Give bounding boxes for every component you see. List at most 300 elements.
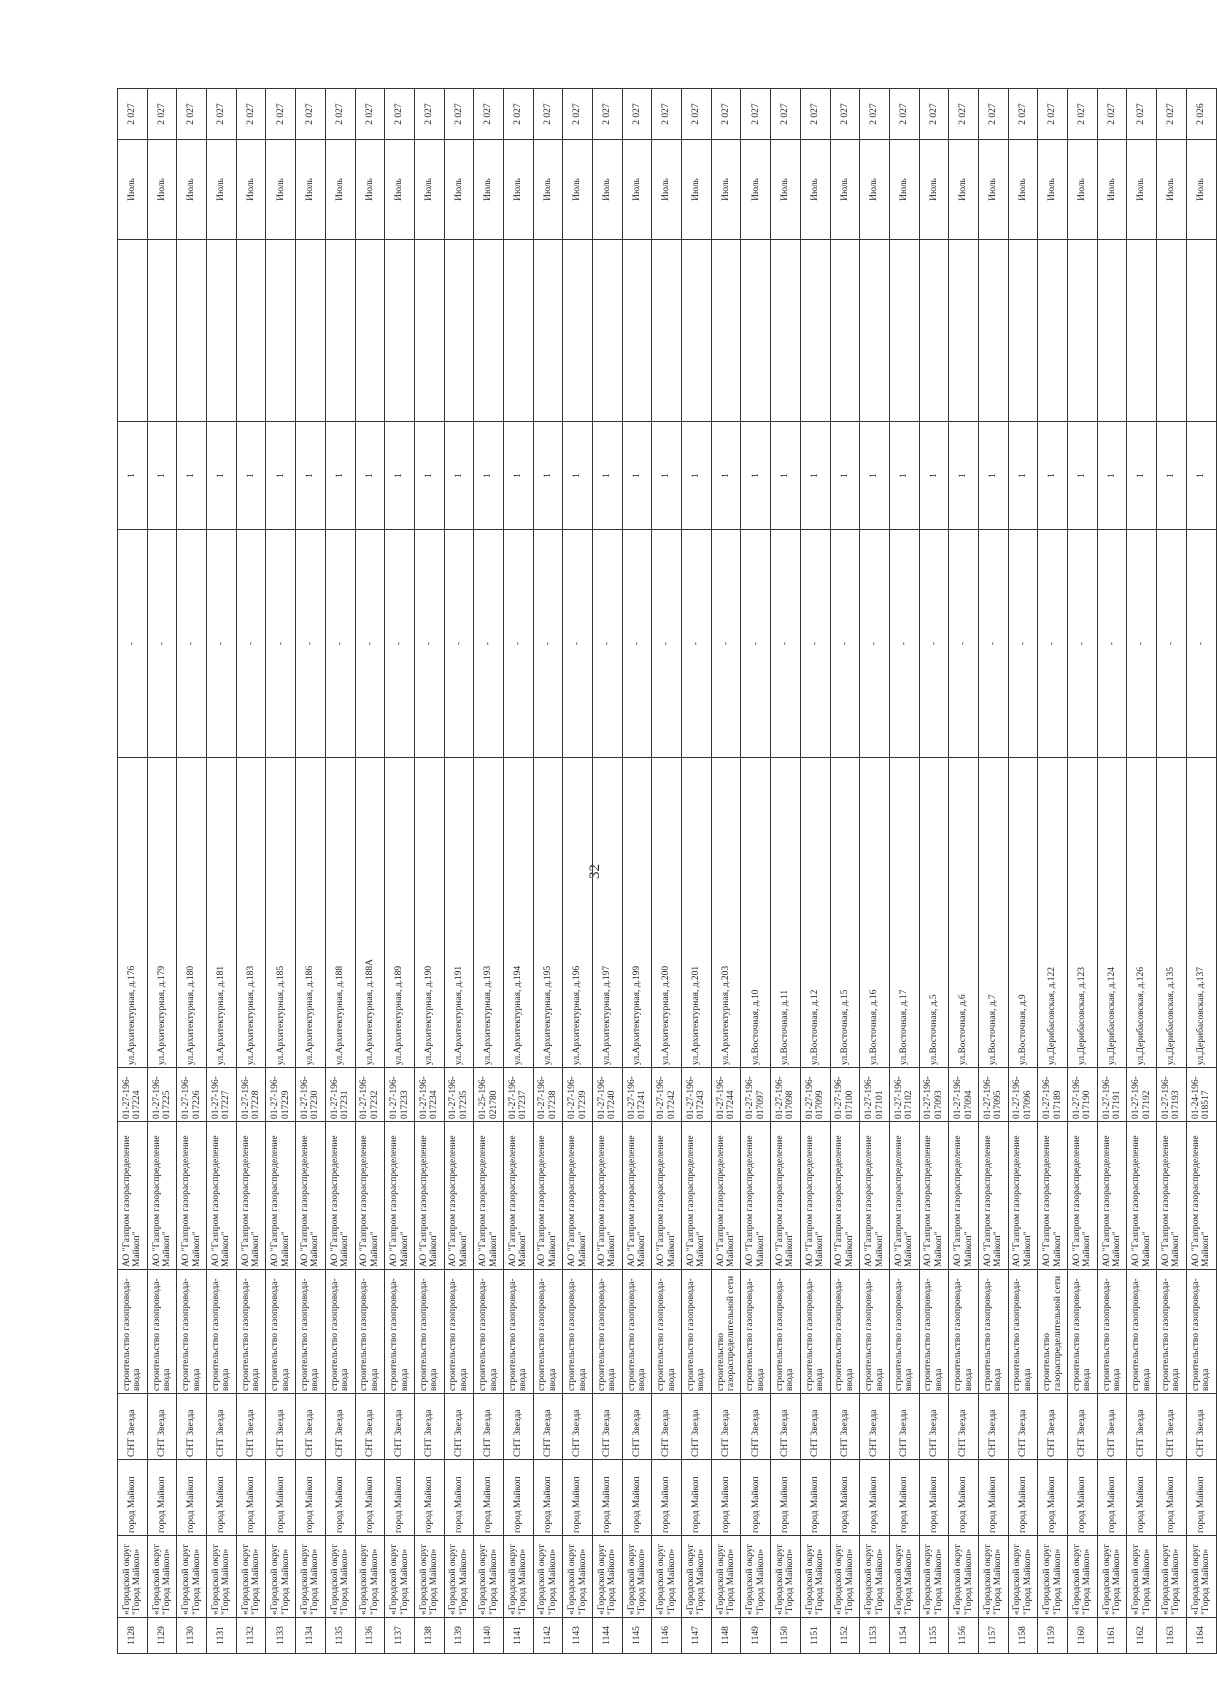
empty-cell xyxy=(266,240,296,422)
district-name: «Городской округ "Город Майкоп» xyxy=(949,1536,979,1618)
month: Июль xyxy=(296,140,326,240)
month: Июль xyxy=(533,140,563,240)
quantity-flag: 1 xyxy=(830,422,860,530)
row-number: 1138 xyxy=(414,1618,444,1654)
table-row xyxy=(1038,89,1068,1654)
work-type: строительство газопровода-ввода xyxy=(800,1270,830,1394)
empty-marker: - xyxy=(236,530,266,758)
address: ул.Дерибасовская, д.124 xyxy=(1097,758,1127,1068)
table-row xyxy=(474,89,504,1654)
district-name: «Городской округ "Город Майкоп» xyxy=(800,1536,830,1618)
year: 2 027 xyxy=(1038,89,1068,140)
table-row xyxy=(622,89,652,1654)
city-name: город Майкоп xyxy=(830,1460,860,1536)
work-type: строительство газопровода-ввода xyxy=(1068,1270,1098,1394)
row-number: 1153 xyxy=(860,1618,890,1654)
organization-name: АО "Газпром газораспределение Майкоп" xyxy=(177,1122,207,1270)
month: Июль xyxy=(860,140,890,240)
address: ул.Дерибасовская, д.122 xyxy=(1038,758,1068,1068)
table-row xyxy=(949,89,979,1654)
organization-name: АО "Газпром газораспределение Майкоп" xyxy=(1127,1122,1157,1270)
month: Июль xyxy=(830,140,860,240)
table-row xyxy=(1127,89,1157,1654)
quantity-flag: 1 xyxy=(414,422,444,530)
table-row xyxy=(1186,89,1216,1654)
quantity-flag: 1 xyxy=(682,422,712,530)
organization-name: АО "Газпром газораспределение Майкоп" xyxy=(325,1122,355,1270)
district-name: «Городской округ "Город Майкоп» xyxy=(711,1536,741,1618)
row-number: 1135 xyxy=(325,1618,355,1654)
object-code: 01-27-196-017242 xyxy=(652,1068,682,1122)
city-name: город Майкоп xyxy=(444,1460,474,1536)
empty-cell xyxy=(919,240,949,422)
table-row xyxy=(1157,89,1187,1654)
address: ул.Архитектурная, д.189 xyxy=(385,758,415,1068)
month: Июль xyxy=(355,140,385,240)
snt-name: СНТ Звезда xyxy=(860,1394,890,1460)
district-name: «Городской округ "Город Майкоп» xyxy=(147,1536,177,1618)
object-code: 01-27-196-017099 xyxy=(800,1068,830,1122)
object-code: 01-27-196-017096 xyxy=(1008,1068,1038,1122)
snt-name: СНТ Звезда xyxy=(652,1394,682,1460)
row-number: 1151 xyxy=(800,1618,830,1654)
work-type: строительство газопровода-ввода xyxy=(296,1270,326,1394)
year: 2 027 xyxy=(414,89,444,140)
organization-name: АО "Газпром газораспределение Майкоп" xyxy=(1157,1122,1187,1270)
empty-marker: - xyxy=(1068,530,1098,758)
district-name: «Городской округ "Город Майкоп» xyxy=(593,1536,623,1618)
work-type: строительство газопровода-ввода xyxy=(444,1270,474,1394)
district-name: «Городской округ "Город Майкоп» xyxy=(266,1536,296,1618)
year: 2 027 xyxy=(830,89,860,140)
object-code: 01-24-196-018517 xyxy=(1186,1068,1216,1122)
year: 2 027 xyxy=(296,89,326,140)
city-name: город Майкоп xyxy=(296,1460,326,1536)
city-name: город Майкоп xyxy=(800,1460,830,1536)
month: Июль xyxy=(741,140,771,240)
city-name: город Майкоп xyxy=(949,1460,979,1536)
empty-cell xyxy=(860,240,890,422)
work-type: строительство газопровода-ввода xyxy=(949,1270,979,1394)
table-row xyxy=(325,89,355,1654)
address: ул.Восточная, д.6 xyxy=(949,758,979,1068)
table-row xyxy=(771,89,801,1654)
empty-marker: - xyxy=(118,530,148,758)
table-row xyxy=(207,89,237,1654)
year: 2 027 xyxy=(1008,89,1038,140)
table-row xyxy=(919,89,949,1654)
object-code: 01-27-196-017240 xyxy=(593,1068,623,1122)
quantity-flag: 1 xyxy=(1097,422,1127,530)
empty-cell xyxy=(830,240,860,422)
district-name: «Городской округ "Город Майкоп» xyxy=(385,1536,415,1618)
month: Июль xyxy=(474,140,504,240)
address: ул.Архитектурная, д.203 xyxy=(711,758,741,1068)
quantity-flag: 1 xyxy=(978,422,1008,530)
work-type: строительство газораспределительной сети xyxy=(1038,1270,1068,1394)
month: Июль xyxy=(1127,140,1157,240)
empty-cell xyxy=(385,240,415,422)
object-code: 01-27-196-017093 xyxy=(919,1068,949,1122)
table-row xyxy=(236,89,266,1654)
work-type: строительство газопровода-ввода xyxy=(1186,1270,1216,1394)
empty-cell xyxy=(622,240,652,422)
snt-name: СНТ Звезда xyxy=(385,1394,415,1460)
table-row xyxy=(1097,89,1127,1654)
organization-name: АО "Газпром газораспределение Майкоп" xyxy=(444,1122,474,1270)
row-number: 1141 xyxy=(503,1618,533,1654)
table-row xyxy=(296,89,326,1654)
address: ул.Дерибасовская, д.137 xyxy=(1186,758,1216,1068)
work-type: строительство газопровода-ввода xyxy=(266,1270,296,1394)
empty-marker: - xyxy=(444,530,474,758)
snt-name: СНТ Звезда xyxy=(1068,1394,1098,1460)
city-name: город Майкоп xyxy=(919,1460,949,1536)
address: ул.Восточная, д.9 xyxy=(1008,758,1038,1068)
work-type: строительство газопровода-ввода xyxy=(177,1270,207,1394)
work-type: строительство газопровода-ввода xyxy=(860,1270,890,1394)
object-code: 01-27-196-017237 xyxy=(503,1068,533,1122)
year: 2 027 xyxy=(800,89,830,140)
snt-name: СНТ Звезда xyxy=(503,1394,533,1460)
city-name: город Майкоп xyxy=(355,1460,385,1536)
object-code: 01-27-196-017224 xyxy=(118,1068,148,1122)
object-code: 01-25-196-021780 xyxy=(474,1068,504,1122)
work-type: строительство газопровода-ввода xyxy=(207,1270,237,1394)
address: ул.Архитектурная, д.194 xyxy=(503,758,533,1068)
month: Июль xyxy=(385,140,415,240)
city-name: город Майкоп xyxy=(889,1460,919,1536)
city-name: город Майкоп xyxy=(860,1460,890,1536)
empty-marker: - xyxy=(771,530,801,758)
object-code: 01-27-196-017241 xyxy=(622,1068,652,1122)
district-name: «Городской округ "Город Майкоп» xyxy=(118,1536,148,1618)
snt-name: СНТ Звезда xyxy=(682,1394,712,1460)
year: 2 027 xyxy=(593,89,623,140)
empty-marker: - xyxy=(593,530,623,758)
empty-marker: - xyxy=(177,530,207,758)
table-row xyxy=(533,89,563,1654)
month: Июль xyxy=(207,140,237,240)
month: Июль xyxy=(978,140,1008,240)
empty-marker: - xyxy=(325,530,355,758)
organization-name: АО "Газпром газораспределение Майкоп" xyxy=(860,1122,890,1270)
address: ул.Архитектурная, д.193 xyxy=(474,758,504,1068)
quantity-flag: 1 xyxy=(563,422,593,530)
year: 2 027 xyxy=(444,89,474,140)
organization-name: АО "Газпром газораспределение Майкоп" xyxy=(830,1122,860,1270)
work-type: строительство газопровода-ввода xyxy=(118,1270,148,1394)
quantity-flag: 1 xyxy=(533,422,563,530)
empty-cell xyxy=(682,240,712,422)
row-number: 1156 xyxy=(949,1618,979,1654)
table-row xyxy=(503,89,533,1654)
empty-marker: - xyxy=(147,530,177,758)
empty-cell xyxy=(1097,240,1127,422)
empty-marker: - xyxy=(1127,530,1157,758)
table-row xyxy=(978,89,1008,1654)
address: ул.Архитектурная, д.186 xyxy=(296,758,326,1068)
empty-cell xyxy=(444,240,474,422)
year: 2 027 xyxy=(889,89,919,140)
table-row xyxy=(355,89,385,1654)
empty-marker: - xyxy=(682,530,712,758)
row-number: 1158 xyxy=(1008,1618,1038,1654)
district-name: «Городской округ "Город Майкоп» xyxy=(1008,1536,1038,1618)
empty-cell xyxy=(978,240,1008,422)
month: Июль xyxy=(177,140,207,240)
quantity-flag: 1 xyxy=(207,422,237,530)
quantity-flag: 1 xyxy=(1008,422,1038,530)
address: ул.Архитектурная, д.191 xyxy=(444,758,474,1068)
row-number: 1157 xyxy=(978,1618,1008,1654)
gasification-register-table xyxy=(117,88,1217,1654)
quantity-flag: 1 xyxy=(771,422,801,530)
organization-name: АО "Газпром газораспределение Майкоп" xyxy=(652,1122,682,1270)
work-type: строительство газопровода-ввода xyxy=(236,1270,266,1394)
work-type: строительство газопровода-ввода xyxy=(474,1270,504,1394)
year: 2 027 xyxy=(385,89,415,140)
month: Июль xyxy=(652,140,682,240)
month: Июль xyxy=(949,140,979,240)
object-code: 01-27-196-017097 xyxy=(741,1068,771,1122)
object-code: 01-27-196-017191 xyxy=(1097,1068,1127,1122)
empty-cell xyxy=(355,240,385,422)
organization-name: АО "Газпром газораспределение Майкоп" xyxy=(296,1122,326,1270)
city-name: город Майкоп xyxy=(533,1460,563,1536)
row-number: 1159 xyxy=(1038,1618,1068,1654)
empty-marker: - xyxy=(711,530,741,758)
address: ул.Архитектурная, д.188А xyxy=(355,758,385,1068)
quantity-flag: 1 xyxy=(593,422,623,530)
city-name: город Майкоп xyxy=(147,1460,177,1536)
snt-name: СНТ Звезда xyxy=(1157,1394,1187,1460)
year: 2 027 xyxy=(1068,89,1098,140)
work-type: строительство газопровода-ввода xyxy=(771,1270,801,1394)
snt-name: СНТ Звезда xyxy=(830,1394,860,1460)
table-row xyxy=(889,89,919,1654)
organization-name: АО "Газпром газораспределение Майкоп" xyxy=(622,1122,652,1270)
row-number: 1134 xyxy=(296,1618,326,1654)
quantity-flag: 1 xyxy=(147,422,177,530)
empty-cell xyxy=(1068,240,1098,422)
object-code: 01-27-196-017190 xyxy=(1068,1068,1098,1122)
month: Июль xyxy=(444,140,474,240)
work-type: строительство газопровода-ввода xyxy=(1127,1270,1157,1394)
address: ул.Архитектурная, д.199 xyxy=(622,758,652,1068)
organization-name: АО "Газпром газораспределение Майкоп" xyxy=(414,1122,444,1270)
snt-name: СНТ Звезда xyxy=(949,1394,979,1460)
organization-name: АО "Газпром газораспределение Майкоп" xyxy=(1068,1122,1098,1270)
empty-cell xyxy=(889,240,919,422)
organization-name: АО "Газпром газораспределение Майкоп" xyxy=(711,1122,741,1270)
year: 2 027 xyxy=(860,89,890,140)
work-type: строительство газопровода-ввода xyxy=(385,1270,415,1394)
address: ул.Архитектурная, д.200 xyxy=(652,758,682,1068)
row-number: 1128 xyxy=(118,1618,148,1654)
city-name: город Майкоп xyxy=(1038,1460,1068,1536)
row-number: 1152 xyxy=(830,1618,860,1654)
quantity-flag: 1 xyxy=(296,422,326,530)
object-code: 01-27-196-017235 xyxy=(444,1068,474,1122)
city-name: город Майкоп xyxy=(266,1460,296,1536)
empty-cell xyxy=(474,240,504,422)
year: 2 027 xyxy=(503,89,533,140)
district-name: «Городской округ "Город Майкоп» xyxy=(652,1536,682,1618)
table-row xyxy=(1008,89,1038,1654)
city-name: город Майкоп xyxy=(741,1460,771,1536)
organization-name: АО "Газпром газораспределение Майкоп" xyxy=(682,1122,712,1270)
snt-name: СНТ Звезда xyxy=(889,1394,919,1460)
city-name: город Майкоп xyxy=(1097,1460,1127,1536)
snt-name: СНТ Звезда xyxy=(1008,1394,1038,1460)
work-type: строительство газопровода-ввода xyxy=(741,1270,771,1394)
empty-marker: - xyxy=(1038,530,1068,758)
quantity-flag: 1 xyxy=(1186,422,1216,530)
quantity-flag: 1 xyxy=(236,422,266,530)
district-name: «Городской округ "Город Майкоп» xyxy=(1127,1536,1157,1618)
quantity-flag: 1 xyxy=(919,422,949,530)
work-type: строительство газопровода-ввода xyxy=(593,1270,623,1394)
month: Июль xyxy=(800,140,830,240)
city-name: город Майкоп xyxy=(385,1460,415,1536)
snt-name: СНТ Звезда xyxy=(1038,1394,1068,1460)
table-row xyxy=(1068,89,1098,1654)
empty-marker: - xyxy=(266,530,296,758)
address: ул.Архитектурная, д.197 xyxy=(593,758,623,1068)
organization-name: АО "Газпром газораспределение Майкоп" xyxy=(889,1122,919,1270)
quantity-flag: 1 xyxy=(860,422,890,530)
address: ул.Архитектурная, д.188 xyxy=(325,758,355,1068)
row-number: 1129 xyxy=(147,1618,177,1654)
address: ул.Архитектурная, д.201 xyxy=(682,758,712,1068)
month: Июль xyxy=(1008,140,1038,240)
district-name: «Городской округ "Город Майкоп» xyxy=(682,1536,712,1618)
empty-cell xyxy=(533,240,563,422)
snt-name: СНТ Звезда xyxy=(800,1394,830,1460)
table-row xyxy=(563,89,593,1654)
month: Июль xyxy=(919,140,949,240)
object-code: 01-27-196-017193 xyxy=(1157,1068,1187,1122)
snt-name: СНТ Звезда xyxy=(1127,1394,1157,1460)
work-type: строительство газопровода-ввода xyxy=(1157,1270,1187,1394)
quantity-flag: 1 xyxy=(474,422,504,530)
empty-marker: - xyxy=(207,530,237,758)
empty-marker: - xyxy=(1008,530,1038,758)
address: ул.Дерибасовская, д.126 xyxy=(1127,758,1157,1068)
empty-cell xyxy=(296,240,326,422)
snt-name: СНТ Звезда xyxy=(622,1394,652,1460)
district-name: «Городской округ "Город Майкоп» xyxy=(1097,1536,1127,1618)
district-name: «Городской округ "Город Майкоп» xyxy=(860,1536,890,1618)
year: 2 027 xyxy=(266,89,296,140)
organization-name: АО "Газпром газораспределение Майкоп" xyxy=(1008,1122,1038,1270)
object-code: 01-27-196-017233 xyxy=(385,1068,415,1122)
month: Июль xyxy=(325,140,355,240)
row-number: 1161 xyxy=(1097,1618,1127,1654)
organization-name: АО "Газпром газораспределение Майкоп" xyxy=(533,1122,563,1270)
address: ул.Архитектурная, д.181 xyxy=(207,758,237,1068)
table-row xyxy=(800,89,830,1654)
district-name: «Городской округ "Город Майкоп» xyxy=(741,1536,771,1618)
table-row xyxy=(385,89,415,1654)
snt-name: СНТ Звезда xyxy=(147,1394,177,1460)
month: Июль xyxy=(711,140,741,240)
year: 2 027 xyxy=(1157,89,1187,140)
month: Июль xyxy=(266,140,296,240)
city-name: город Майкоп xyxy=(1186,1460,1216,1536)
empty-marker: - xyxy=(563,530,593,758)
organization-name: АО "Газпром газораспределение Майкоп" xyxy=(563,1122,593,1270)
object-code: 01-27-196-017228 xyxy=(236,1068,266,1122)
snt-name: СНТ Звезда xyxy=(533,1394,563,1460)
year: 2 027 xyxy=(949,89,979,140)
organization-name: АО "Газпром газораспределение Майкоп" xyxy=(266,1122,296,1270)
address: ул.Архитектурная, д.190 xyxy=(414,758,444,1068)
city-name: город Майкоп xyxy=(771,1460,801,1536)
district-name: «Городской округ "Город Майкоп» xyxy=(830,1536,860,1618)
empty-marker: - xyxy=(800,530,830,758)
empty-cell xyxy=(949,240,979,422)
organization-name: АО "Газпром газораспределение Майкоп" xyxy=(118,1122,148,1270)
quantity-flag: 1 xyxy=(889,422,919,530)
snt-name: СНТ Звезда xyxy=(1097,1394,1127,1460)
snt-name: СНТ Звезда xyxy=(978,1394,1008,1460)
empty-marker: - xyxy=(949,530,979,758)
table-row xyxy=(177,89,207,1654)
address: ул.Архитектурная, д.185 xyxy=(266,758,296,1068)
empty-cell xyxy=(711,240,741,422)
city-name: город Майкоп xyxy=(652,1460,682,1536)
row-number: 1136 xyxy=(355,1618,385,1654)
organization-name: АО "Газпром газораспределение Майкоп" xyxy=(1186,1122,1216,1270)
quantity-flag: 1 xyxy=(800,422,830,530)
object-code: 01-27-196-017098 xyxy=(771,1068,801,1122)
snt-name: СНТ Звезда xyxy=(266,1394,296,1460)
address: ул.Архитектурная, д.195 xyxy=(533,758,563,1068)
district-name: «Городской округ "Город Майкоп» xyxy=(444,1536,474,1618)
row-number: 1147 xyxy=(682,1618,712,1654)
row-number: 1137 xyxy=(385,1618,415,1654)
quantity-flag: 1 xyxy=(622,422,652,530)
quantity-flag: 1 xyxy=(1068,422,1098,530)
organization-name: АО "Газпром газораспределение Майкоп" xyxy=(147,1122,177,1270)
city-name: город Майкоп xyxy=(325,1460,355,1536)
snt-name: СНТ Звезда xyxy=(296,1394,326,1460)
district-name: «Городской округ "Город Майкоп» xyxy=(414,1536,444,1618)
address: ул.Восточная, д.10 xyxy=(741,758,771,1068)
table-row xyxy=(830,89,860,1654)
work-type: строительство газопровода-ввода xyxy=(503,1270,533,1394)
snt-name: СНТ Звезда xyxy=(474,1394,504,1460)
empty-cell xyxy=(593,240,623,422)
empty-cell xyxy=(771,240,801,422)
quantity-flag: 1 xyxy=(444,422,474,530)
year: 2 027 xyxy=(682,89,712,140)
organization-name: АО "Газпром газораспределение Майкоп" xyxy=(1038,1122,1068,1270)
month: Июль xyxy=(1157,140,1187,240)
address: ул.Восточная, д.11 xyxy=(771,758,801,1068)
month: Июль xyxy=(682,140,712,240)
object-code: 01-27-196-017102 xyxy=(889,1068,919,1122)
city-name: город Майкоп xyxy=(1068,1460,1098,1536)
district-name: «Городской округ "Город Майкоп» xyxy=(533,1536,563,1618)
month: Июль xyxy=(622,140,652,240)
empty-cell xyxy=(1038,240,1068,422)
quantity-flag: 1 xyxy=(503,422,533,530)
empty-marker: - xyxy=(503,530,533,758)
empty-cell xyxy=(118,240,148,422)
